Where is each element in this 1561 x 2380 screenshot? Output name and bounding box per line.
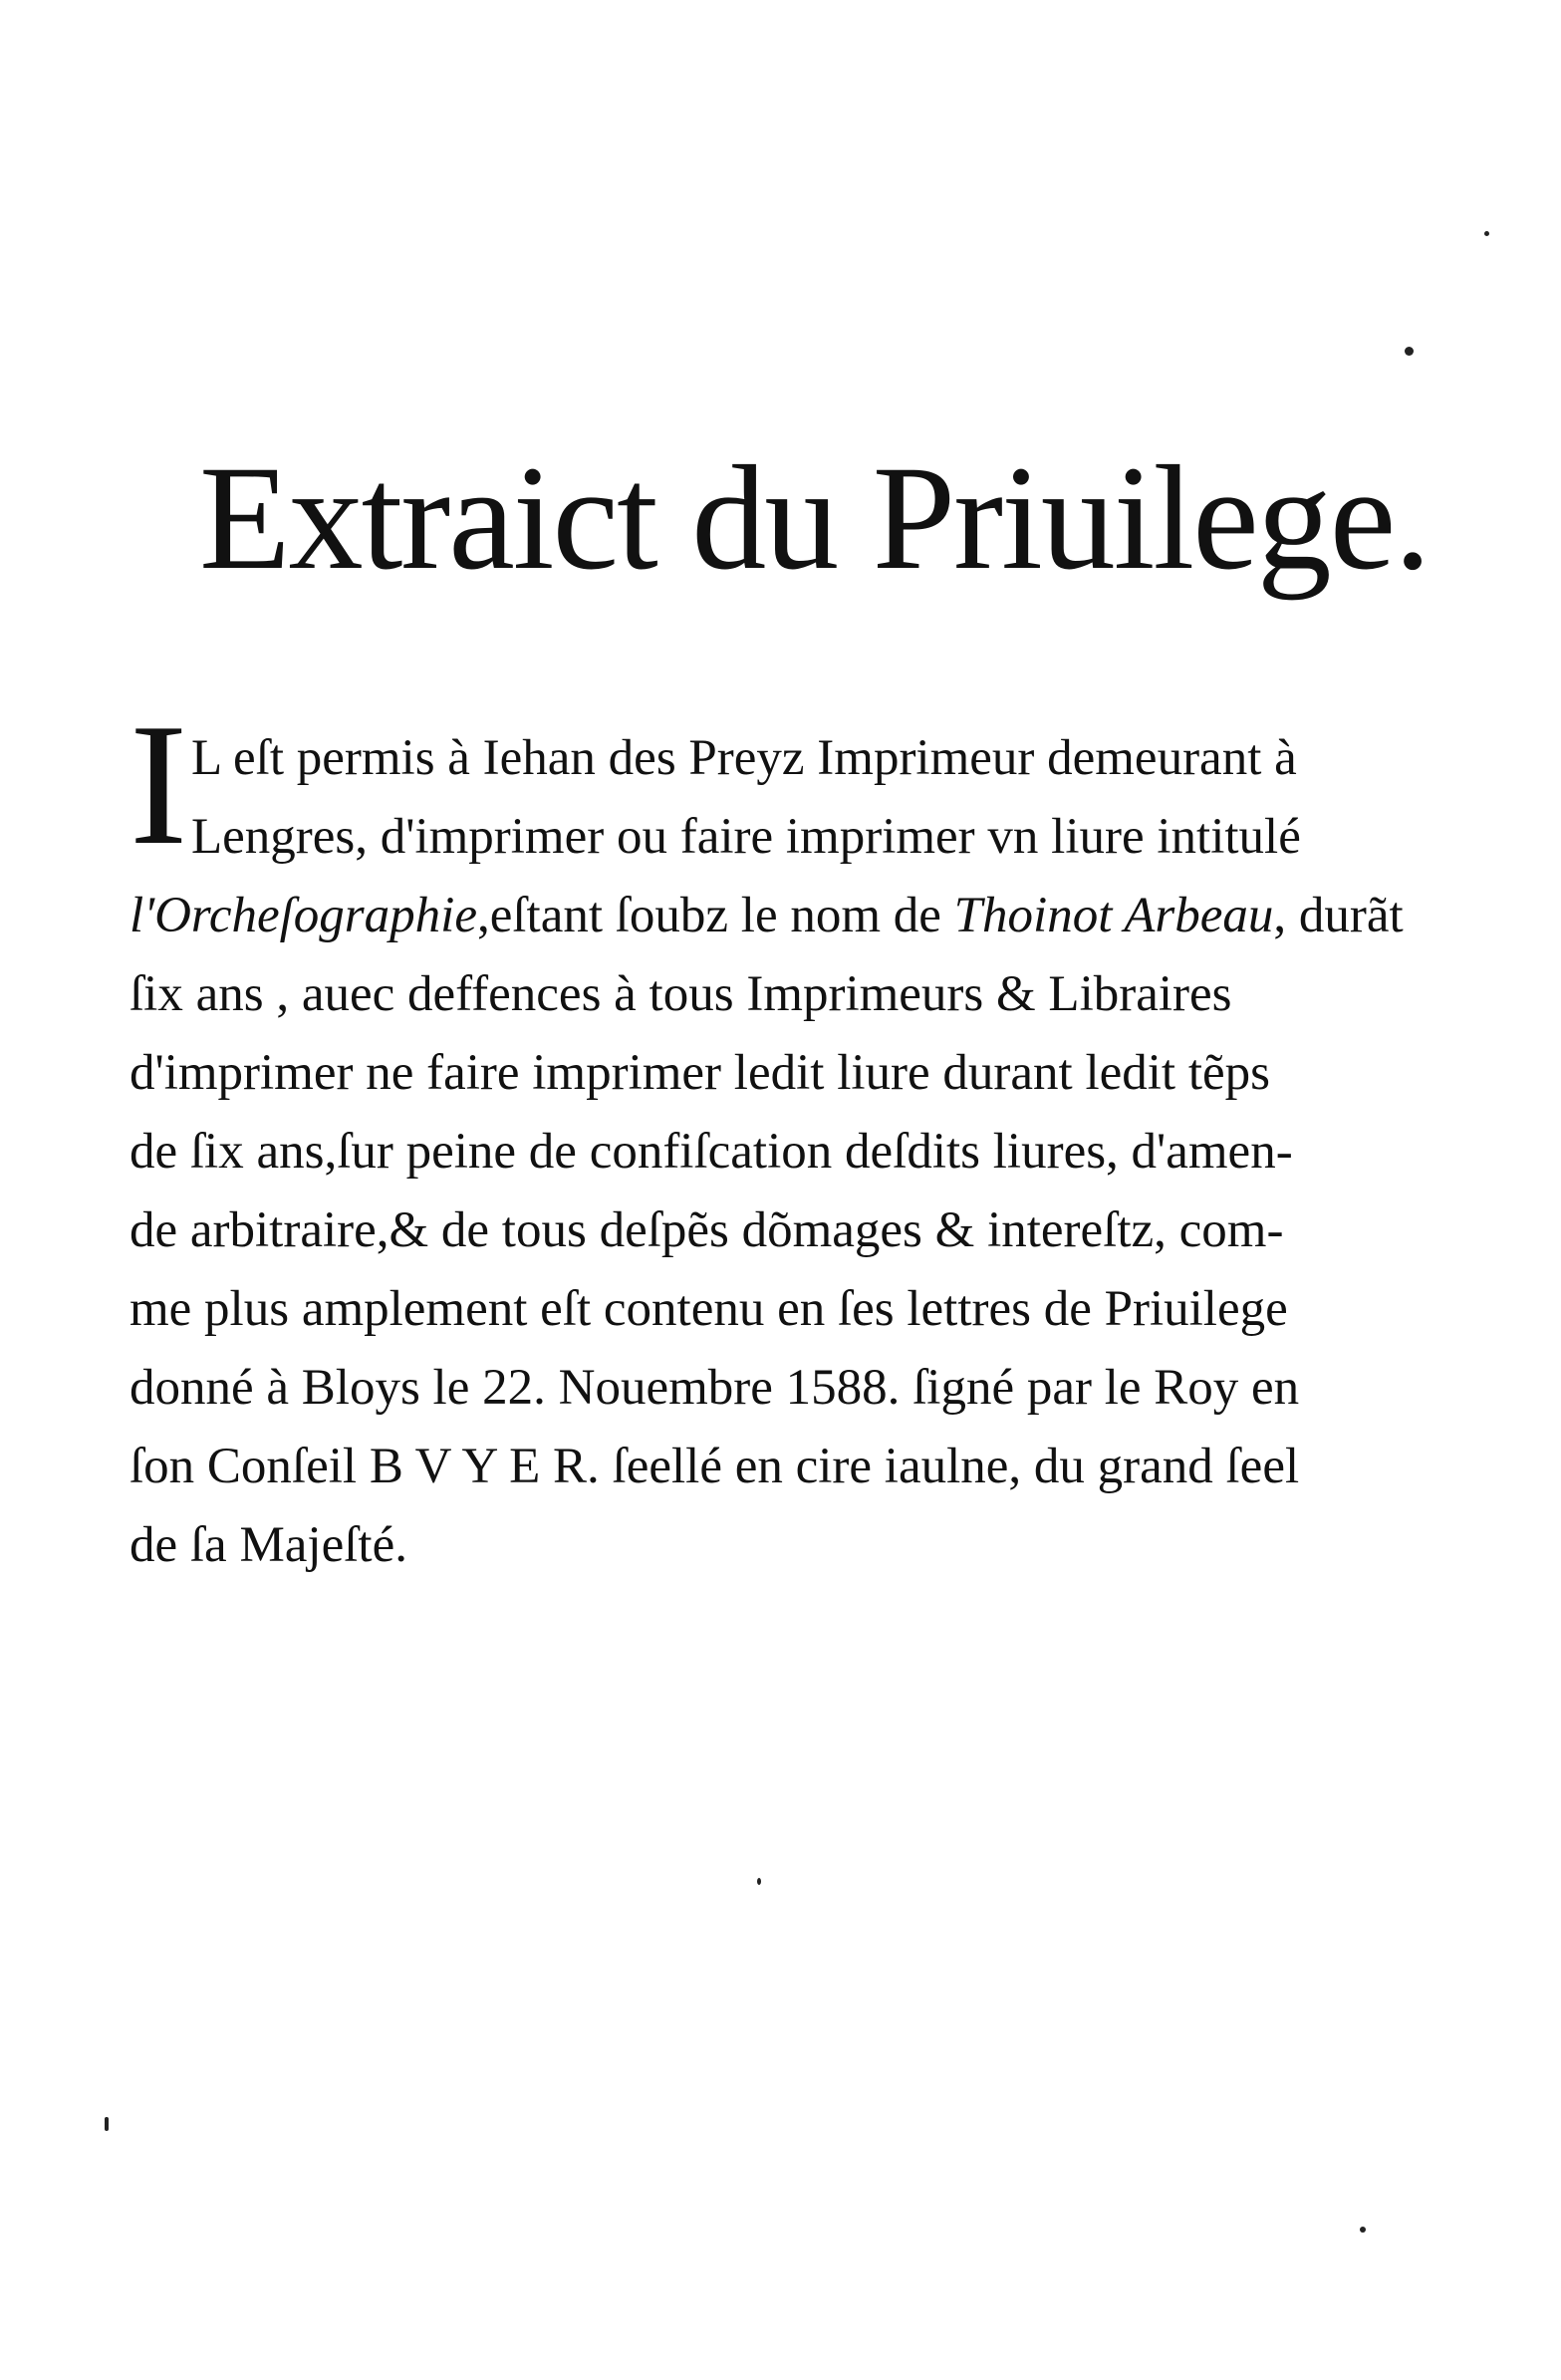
- print-speck: [757, 1878, 761, 1885]
- text-line: [130, 719, 1454, 798]
- text-segment: de ſix ans,ſur peine de confiſcation deſdits liures, d'amen-: [130, 1124, 1293, 1180]
- print-speck: [105, 2117, 109, 2131]
- text-segment: , durãt: [1273, 888, 1404, 943]
- text-line: [130, 1506, 1454, 1585]
- text-line: [130, 1270, 1454, 1349]
- text-segment: de arbitraire,& de tous deſpẽs dõmages & intereſtz, com-: [130, 1202, 1284, 1258]
- text-segment: me plus amplement eſt contenu en ſes lettres de Priuilege: [130, 1281, 1288, 1337]
- text-line: [130, 1191, 1454, 1270]
- privilege-text: [130, 719, 1454, 1585]
- text-line: [130, 1034, 1454, 1113]
- text-segment: ſix ans , auec deffences à tous Imprimeurs & Libraires: [130, 966, 1232, 1022]
- text-segment: de ſa Majeſté.: [130, 1517, 407, 1573]
- print-speck: [1405, 347, 1414, 356]
- italic-text-segment: Thoinot Arbeau: [953, 888, 1274, 943]
- text-line: [130, 1113, 1454, 1191]
- drop-cap: I: [130, 687, 188, 881]
- italic-text-segment: l'Orcheſographie: [130, 888, 477, 943]
- text-segment: ſon Conſeil B V Y E R. ſeellé en cire iaulne, du grand ſeel: [130, 1439, 1300, 1494]
- text-line: [130, 877, 1454, 955]
- text-segment: d'imprimer ne faire imprimer ledit liure durant ledit tẽps: [130, 1045, 1270, 1101]
- print-speck: [1484, 231, 1489, 236]
- text-line: [130, 955, 1454, 1034]
- text-segment: Lengres, d'imprimer ou faire imprimer vn liure intitulé: [191, 809, 1301, 865]
- page-title: Extraict du Priuilege.: [199, 435, 1430, 601]
- text-line: [130, 1349, 1454, 1428]
- print-speck: [1360, 2227, 1366, 2233]
- text-line: [130, 1428, 1454, 1506]
- text-segment: ,eſtant ſoubz le nom de: [476, 888, 954, 943]
- text-segment: L eſt permis à Iehan des Preyz Imprimeur demeurant à: [191, 730, 1297, 786]
- text-segment: donné à Bloys le 22. Nouembre 1588. ſigné par le Roy en: [130, 1360, 1300, 1416]
- text-line: [130, 798, 1454, 877]
